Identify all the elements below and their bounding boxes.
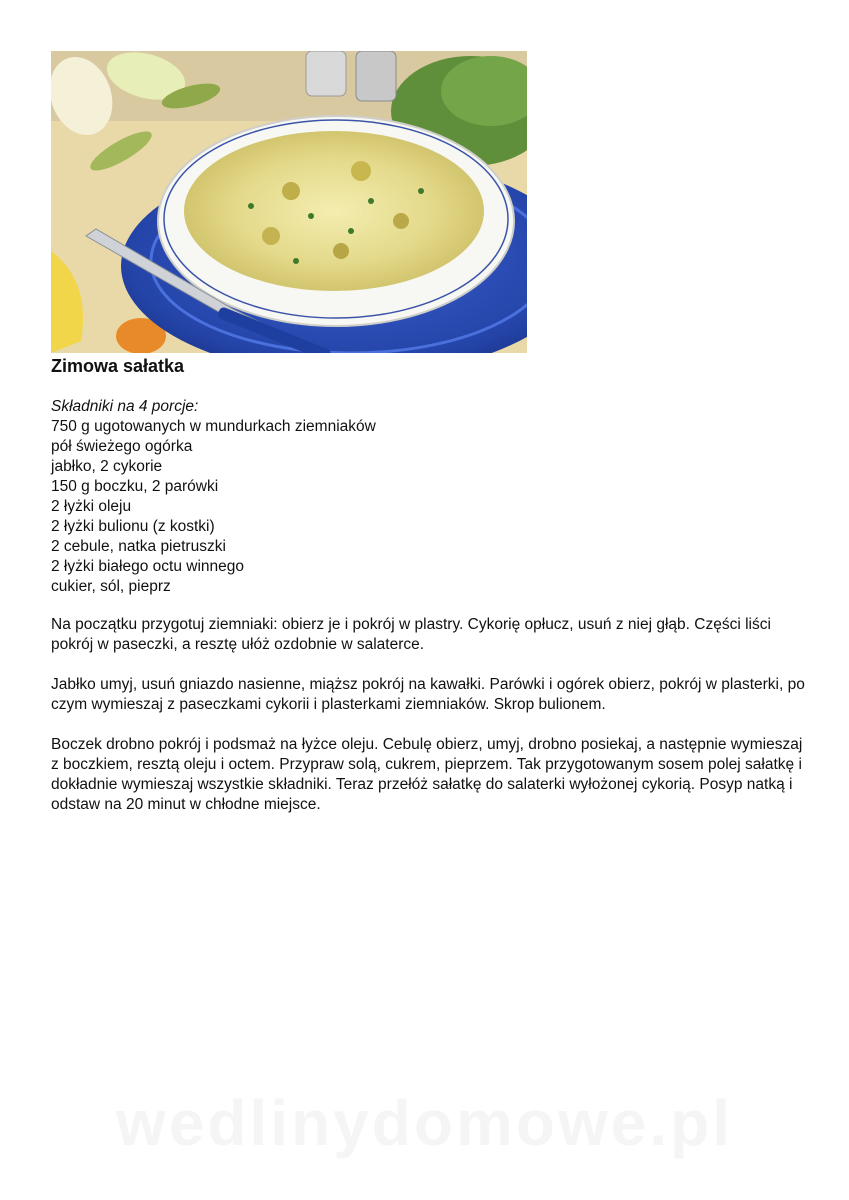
ingredient-item: 150 g boczku, 2 parówki (51, 478, 219, 495)
ingredients-section (51, 397, 376, 597)
site-watermark: wedlinydomowe.pl (116, 1087, 733, 1159)
step-paragraph: Boczek drobno pokrój i podsmaż na łyżce oleju. Cebulę obierz, umyj, drobno posiekaj, a następnie wymieszaj z boczkiem, resztą oleju i octem. Przypraw solą, cukrem, pieprzem. Tak przygotowanym sosem polej sałatkę i dokładnie wymieszaj wszystkie składniki. Teraz przełóż sałatkę do salaterki wyłożonej cykorią. Posyp natką i odstaw na 20 minut w chłodne miejsce. (51, 736, 803, 813)
ingredient-item: 2 łyżki bulionu (z kostki) (51, 518, 215, 535)
ingredient-item: jabłko, 2 cykorie (51, 458, 163, 475)
salad-photo (51, 51, 527, 353)
ingredient-item: 2 łyżki białego octu winnego (51, 558, 245, 575)
ingredients-list (51, 417, 376, 597)
step-paragraph: Jabłko umyj, usuń gniazdo nasienne, miąższ pokrój na kawałki. Parówki i ogórek obierz, pokrój w plasterki, po czym wymieszaj z paseczkami cykorii i plasterkami ziemniaków. Skrop bulionem. (51, 676, 805, 713)
ingredient-item: pół świeżego ogórka (51, 438, 193, 455)
ingredient-item: cukier, sól, pieprz (51, 578, 171, 595)
ingredient-item: 750 g ugotowanych w mundurkach ziemniaków (51, 418, 376, 435)
recipe-title: Zimowa sałatka (51, 356, 185, 376)
ingredient-item: 2 cebule, natka pietruszki (51, 538, 226, 555)
preparation-steps (51, 615, 811, 835)
step-paragraph: Na początku przygotuj ziemniaki: obierz je i pokrój w plastry. Cykorię opłucz, usuń z niej głąb. Części liści pokrój w paseczki, a resztę ułóż ozdobnie w salaterce. (51, 616, 771, 653)
ingredient-item: 2 łyżki oleju (51, 498, 132, 515)
ingredients-header: Składniki na 4 porcje: (51, 398, 199, 415)
